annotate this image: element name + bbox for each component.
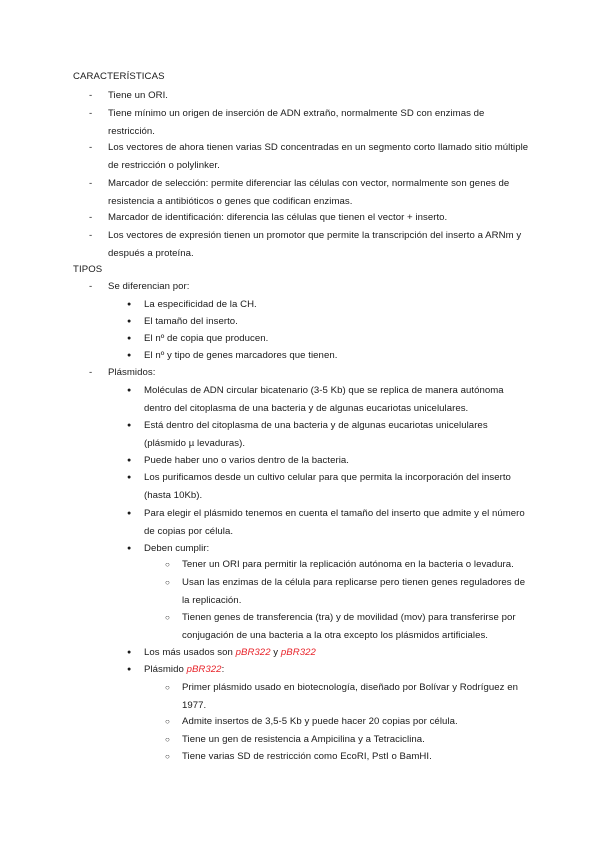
list-item: ○ Primer plásmido usado en biotecnología, diseñado por Bolívar y Rodríguez en 1977. xyxy=(165,682,518,711)
heading-caracteristicas: CARACTERÍSTICAS xyxy=(73,71,165,82)
list-item: - Tiene mínimo un origen de inserción de ADN extraño, normalmente SD con enzimas de restricción. xyxy=(89,108,485,137)
plasmid-name: pBR322 xyxy=(235,647,271,658)
list-item: ● El nº y tipo de genes marcadores que tienen. xyxy=(127,350,338,361)
list-item: ● Moléculas de ADN circular bicatenario (3-5 Kb) que se replica de manera autónoma dentro del citoplasma de una bacteria y de algunas eucariotas unicelulares. xyxy=(127,385,504,414)
list-item: ○ Tiene varias SD de restricción como EcoRI, PstI o BamHI. xyxy=(165,751,432,762)
list-item: ● La especificidad de la CH. xyxy=(127,299,257,310)
list-item: - Plásmidos: xyxy=(89,367,156,378)
list-item: ○ Admite insertos de 3,5-5 Kb y puede hacer 20 copias por célula. xyxy=(165,716,458,727)
list-item: - Los vectores de expresión tienen un promotor que permite la transcripción del inserto a ARNm y después a proteína. xyxy=(89,230,522,259)
plasmid-name: pBR322 xyxy=(186,664,222,675)
list-item: ○ Tiene un gen de resistencia a Ampicilina y a Tetraciclina. xyxy=(165,734,425,745)
list-item: ● Los purificamos desde un cultivo celular para que permita la incorporación del inserto (hasta 10Kb). xyxy=(127,472,511,501)
plasmid-name: pBR322 xyxy=(280,647,316,658)
list-item: ● Puede haber uno o varios dentro de la bacteria. xyxy=(127,455,350,466)
heading-tipos: TIPOS xyxy=(73,264,103,275)
list-item: - Se diferencian por: xyxy=(89,281,190,292)
list-item: ○ Usan las enzimas de la célula para replicarse pero tienen genes reguladores de la replicación. xyxy=(165,577,526,606)
list-item: ● Deben cumplir: xyxy=(127,543,210,554)
list-item: ● Plásmido pBR322: xyxy=(127,664,225,675)
list-item: ● Los más usados son pBR322 y pBR322 xyxy=(127,647,316,658)
list-item: ● Para elegir el plásmido tenemos en cuenta el tamaño del inserto que admite y el número de copias por célula. xyxy=(127,508,525,537)
list-item: - Marcador de identificación: diferencia las células que tienen el vector + inserto. xyxy=(89,212,448,223)
list-item: ○ Tienen genes de transferencia (tra) y de movilidad (mov) para transferirse por conjugación de una bacteria a la otra excepto los plásmidos artificiales. xyxy=(165,612,516,641)
list-item: - Los vectores de ahora tienen varias SD concentradas en un segmento corto llamado sitio múltiple de restricción o polylinker. xyxy=(89,142,529,171)
list-item: ● El nº de copia que producen. xyxy=(127,333,269,344)
list-item: ● El tamaño del inserto. xyxy=(127,316,238,327)
list-item: ● Está dentro del citoplasma de una bacteria y de algunas eucariotas unicelulares (plásmido µ levaduras). xyxy=(127,420,488,449)
list-item: - Marcador de selección: permite diferenciar las células con vector, normalmente son genes de resistencia a antibióticos o genes que codifican enzimas. xyxy=(89,178,510,207)
list-item: - Tiene un ORI. xyxy=(89,90,169,101)
list-item: ○ Tener un ORI para permitir la replicación autónoma en la bacteria o levadura. xyxy=(165,559,514,570)
